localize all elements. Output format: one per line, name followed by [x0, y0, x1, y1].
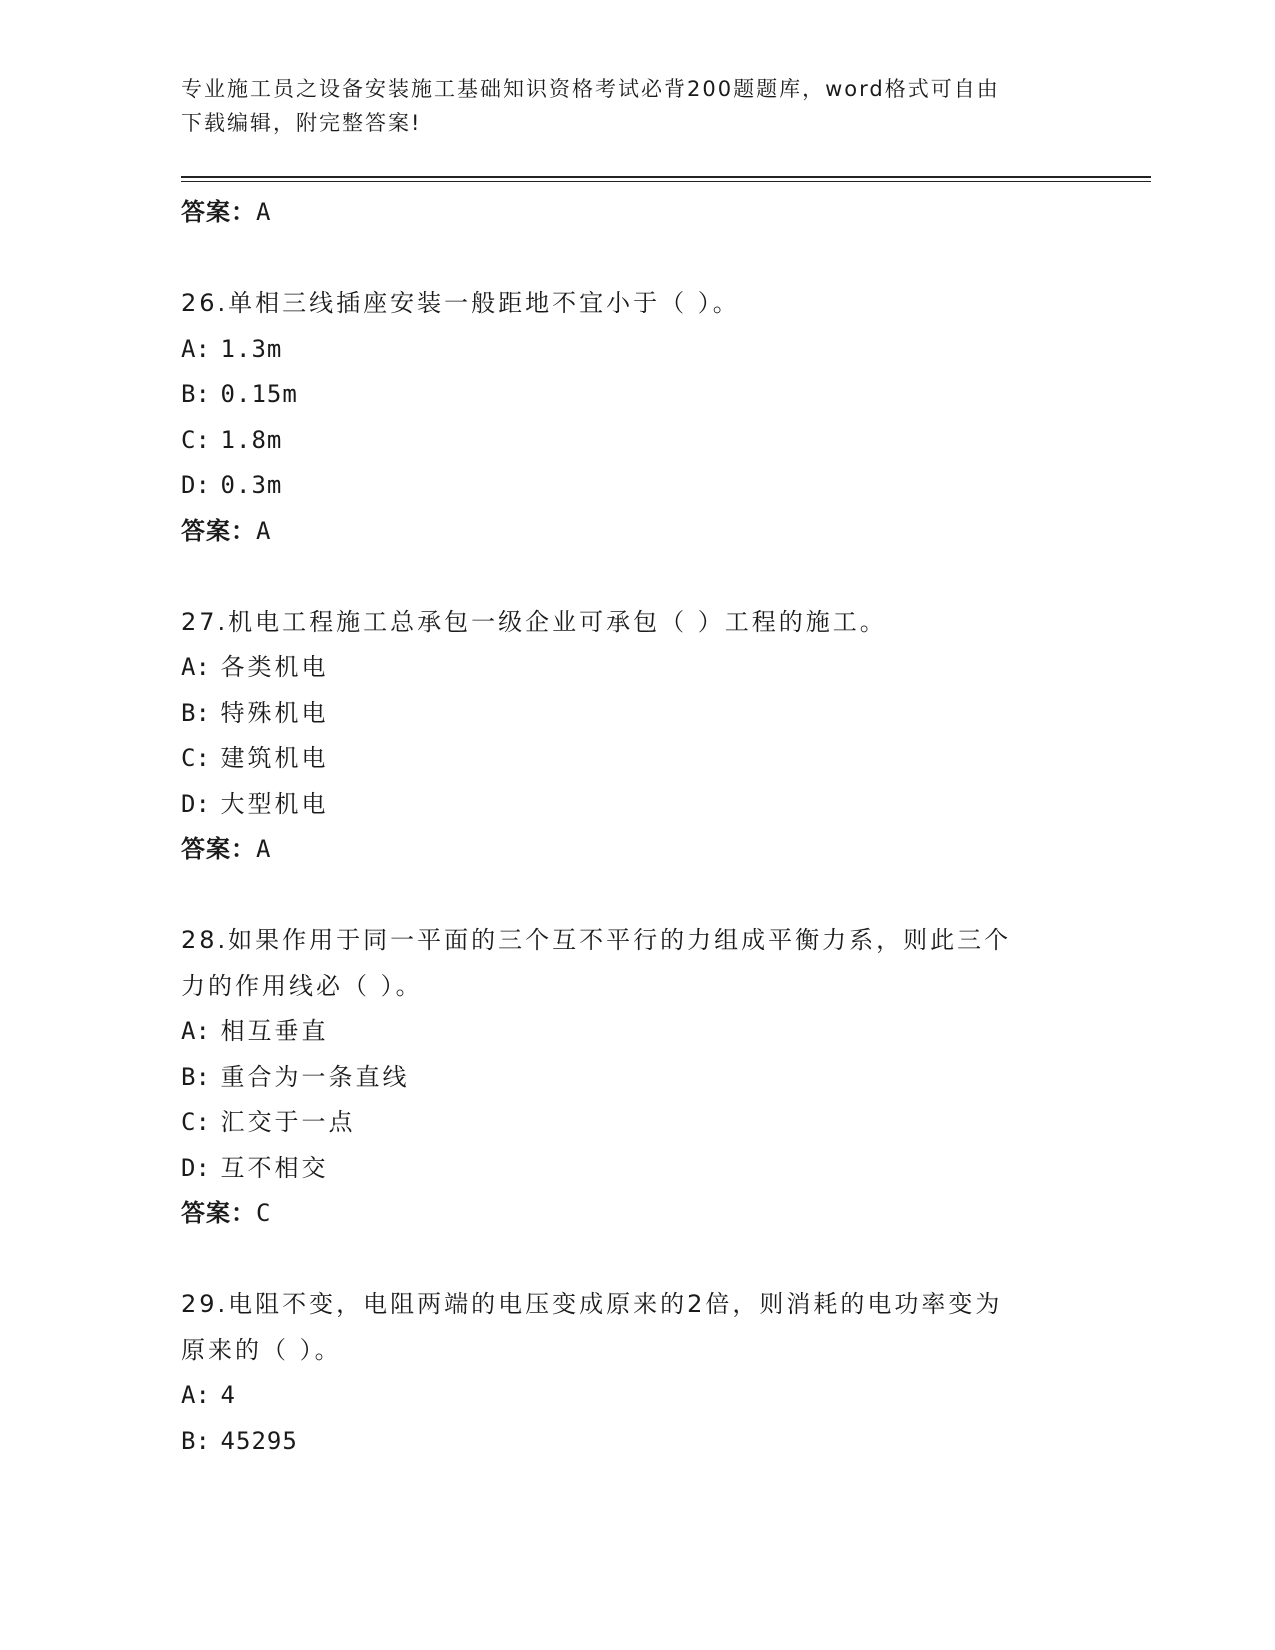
option-d: D: 互不相交 [181, 1153, 329, 1182]
spacer [181, 554, 1061, 600]
question-27 [181, 600, 1061, 873]
option-a: A: 1.3m [181, 334, 283, 363]
previous-answer [181, 190, 1061, 236]
spacer [181, 1237, 1061, 1283]
question-26 [181, 281, 1061, 554]
option-c: C: 汇交于一点 [181, 1108, 356, 1136]
option-b: B: 45295 [181, 1426, 298, 1455]
question-stem-line-1: 28.如果作用于同一平面的三个互不平行的力组成平衡力系，则此三个 [181, 926, 1012, 954]
question-stem-line-1: 29.电阻不变，电阻两端的电压变成原来的2倍，则消耗的电功率变为 [181, 1290, 1003, 1318]
answer-value: A [256, 198, 272, 226]
question-stem-line-2: 原来的（ ）。 [181, 1335, 342, 1364]
question-28 [181, 918, 1061, 1237]
header-line-1: 专业施工员之设备安装施工基础知识资格考试必背200题题库，word格式可自由 [181, 77, 1000, 101]
option-c: C: 1.8m [181, 425, 283, 454]
document-body [181, 190, 1061, 1464]
option-a: A: 各类机电 [181, 653, 329, 681]
option-b: B: 0.15m [181, 380, 298, 408]
option-d: D: 大型机电 [181, 789, 329, 818]
spacer [181, 873, 1061, 919]
header-rule-thin [181, 181, 1151, 182]
option-a: A: 相互垂直 [181, 1017, 329, 1045]
spacer [181, 236, 1061, 282]
option-b: B: 特殊机电 [181, 698, 329, 727]
question-stem: 26.单相三线插座安装一般距地不宜小于（ ）。 [181, 289, 740, 317]
document-header [181, 72, 1061, 140]
question-stem-line-2: 力的作用线必（ ）。 [181, 971, 423, 1000]
question-stem: 27.机电工程施工总承包一级企业可承包（ ）工程的施工。 [181, 607, 887, 636]
header-line-2: 下载编辑，附完整答案! [181, 111, 422, 135]
header-rule-thick [181, 176, 1151, 178]
option-b: B: 重合为一条直线 [181, 1062, 410, 1091]
answer: 答案：C [181, 1199, 272, 1227]
answer: 答案：A [181, 835, 272, 863]
option-c: C: 建筑机电 [181, 744, 329, 772]
answer-label: 答案： [181, 198, 256, 226]
question-29 [181, 1282, 1061, 1464]
option-d: D: 0.3m [181, 471, 283, 499]
option-a: A: 4 [181, 1381, 236, 1409]
answer: 答案：A [181, 516, 272, 545]
